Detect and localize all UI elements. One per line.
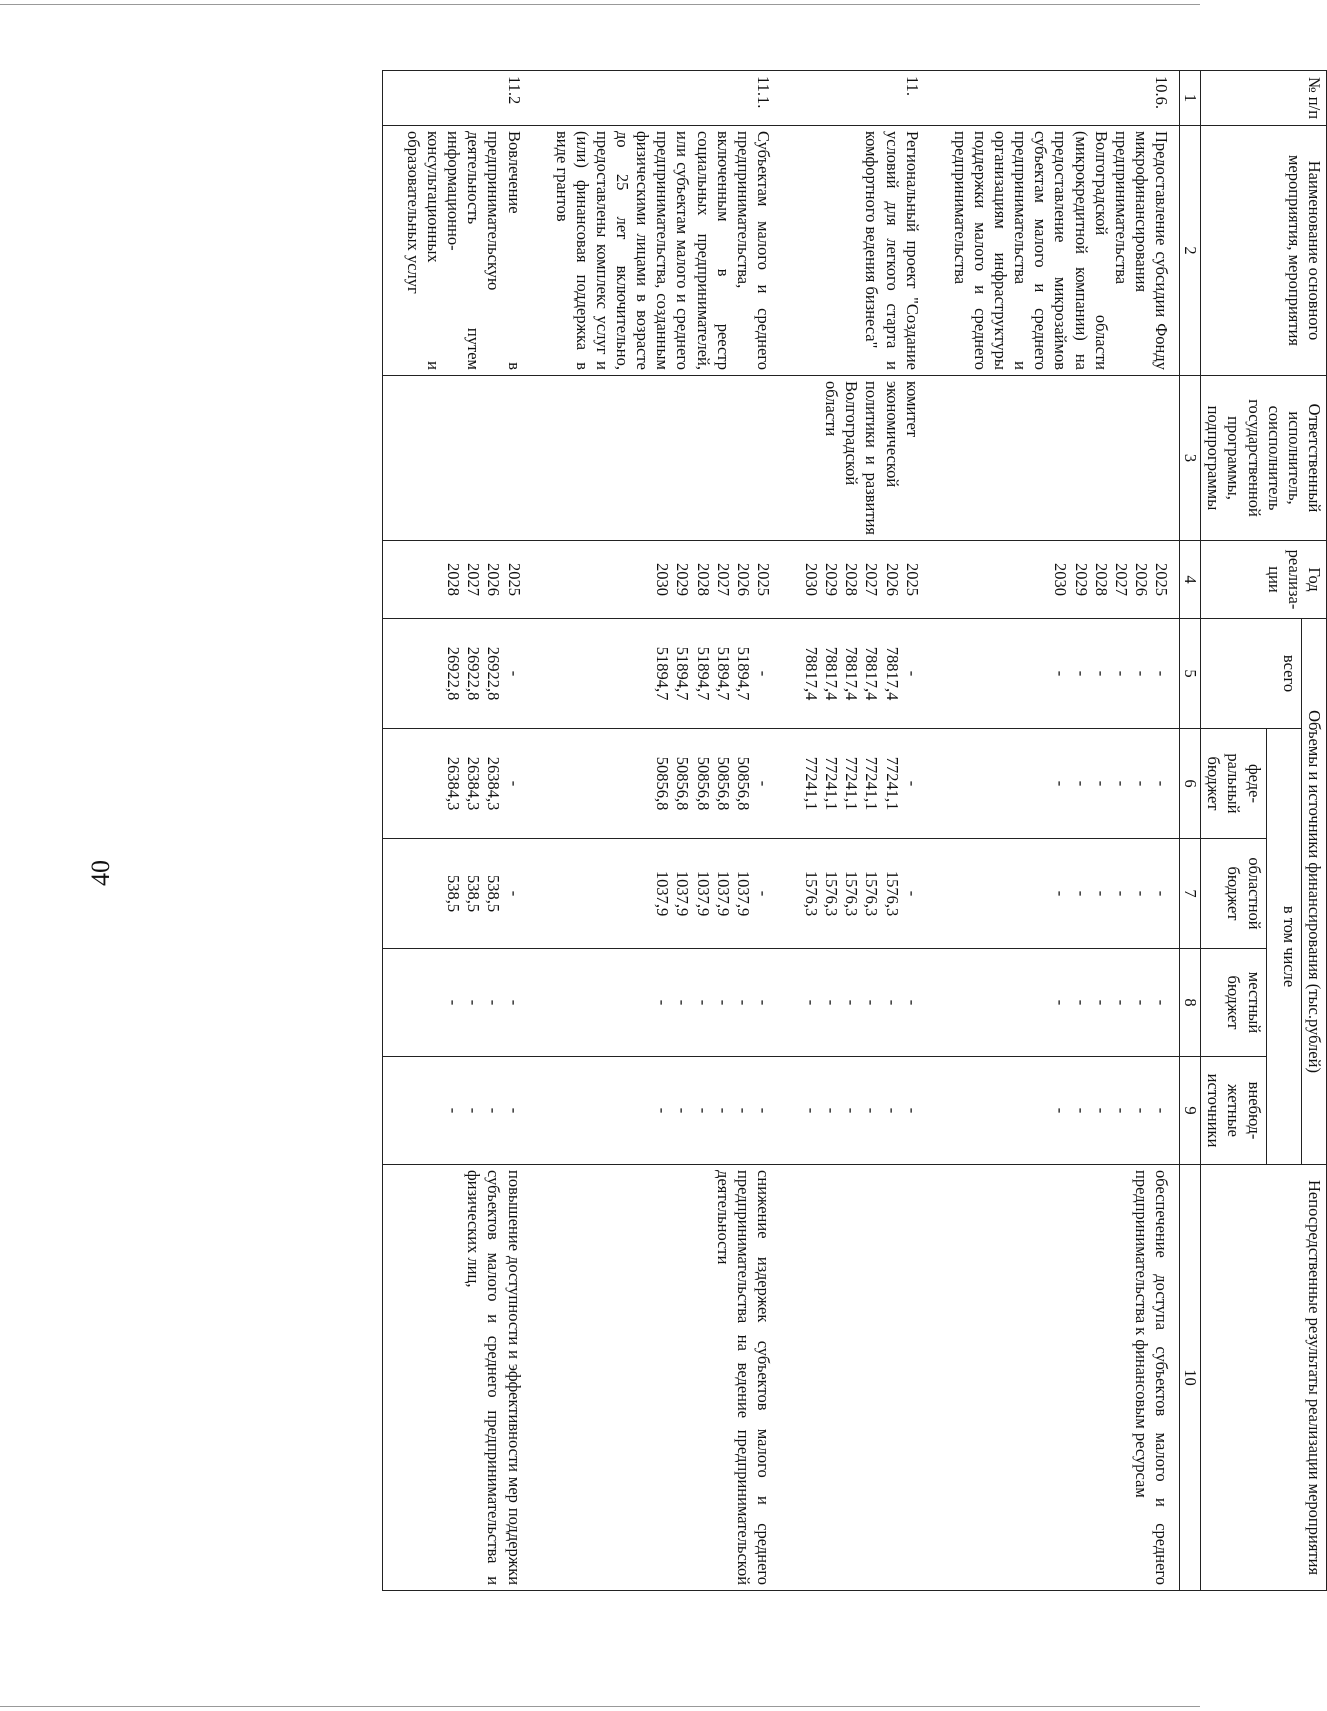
cell-total-value: 78817,4 — [862, 646, 882, 701]
cell-offbudget-value: - — [842, 1107, 862, 1114]
header-num: № п/п — [1201, 71, 1327, 126]
cell-local — [781, 949, 930, 1057]
cell-local-value: - — [842, 999, 862, 1006]
header-results: Непосредственные результаты реализации мероприятия — [1201, 1165, 1327, 1591]
col-number: 2 — [1180, 126, 1201, 376]
cell-local-value: - — [754, 999, 773, 1006]
cell-regional-value: 1037,9 — [713, 870, 733, 917]
cell-federal-value: 77241,1 — [842, 756, 862, 811]
cell-years — [532, 541, 781, 619]
cell-result: повышение доступности и эффективности мер поддержки субъектов малого и среднего предпринимательства и физических лиц, — [382, 1165, 531, 1591]
cell-local-value: - — [1152, 999, 1172, 1006]
header-finance: Объемы и источники финансирования (тыс.рублей) — [1301, 619, 1326, 1165]
cell-total-value: - — [1132, 670, 1151, 677]
cell-local-value: - — [1051, 999, 1071, 1006]
cell-federal-value: - — [1091, 780, 1111, 787]
cell-federal-value: - — [504, 780, 524, 787]
table-body — [382, 71, 1179, 1591]
cell-years-value: 2028 — [693, 563, 713, 596]
cell-offbudget-value: - — [822, 1107, 842, 1114]
cell-regional-value: - — [1111, 890, 1131, 897]
cell-total-value: - — [754, 670, 773, 677]
cell-num: 11.1. — [532, 71, 781, 126]
cell-years-value: 2025 — [754, 563, 773, 596]
header-responsible: Ответственный исполнитель, соисполнитель государственной программы, подпрограммы — [1201, 376, 1327, 541]
cell-federal-value: 77241,1 — [862, 756, 882, 811]
cell-total-value: - — [1091, 670, 1111, 677]
cell-offbudget — [532, 1057, 781, 1165]
col-number: 4 — [1180, 541, 1201, 619]
financing-table — [382, 70, 1327, 1591]
page-bottom-edge — [0, 1706, 1200, 1707]
cell-local-value: - — [673, 999, 693, 1006]
cell-federal-value: 50856,8 — [693, 756, 713, 811]
table-row — [382, 71, 531, 1591]
table-row — [781, 71, 930, 1591]
table-row — [930, 71, 1180, 1591]
cell-num: 11. — [781, 71, 930, 126]
cell-regional-value: 1037,9 — [733, 870, 753, 917]
cell-regional-value: - — [1071, 890, 1091, 897]
cell-num: 10.6. — [930, 71, 1180, 126]
cell-federal — [382, 729, 531, 839]
cell-federal-value: 77241,1 — [802, 756, 822, 811]
cell-regional — [532, 839, 781, 949]
cell-total — [382, 619, 531, 729]
cell-federal-value: - — [1071, 780, 1091, 787]
cell-federal-value: - — [1152, 780, 1172, 787]
cell-offbudget-value: - — [713, 1107, 733, 1114]
cell-regional — [781, 839, 930, 949]
col-number: 6 — [1180, 729, 1201, 839]
table-row — [532, 71, 781, 1591]
cell-regional-value: - — [754, 890, 773, 897]
header-regional: областной бюджет — [1201, 839, 1266, 949]
cell-federal-value: 26384,3 — [444, 756, 464, 811]
col-number: 7 — [1180, 839, 1201, 949]
cell-regional-value: 1037,9 — [673, 870, 693, 917]
cell-total — [781, 619, 930, 729]
cell-total-value: 51894,7 — [653, 646, 673, 701]
cell-offbudget-value: - — [733, 1107, 753, 1114]
cell-regional-value: - — [1152, 890, 1172, 897]
cell-years-value: 2027 — [713, 563, 733, 596]
cell-offbudget-value: - — [673, 1107, 693, 1114]
col-number: 9 — [1180, 1057, 1201, 1165]
cell-federal-value: 26384,3 — [464, 756, 484, 811]
cell-regional — [930, 839, 1180, 949]
col-number: 10 — [1180, 1165, 1201, 1591]
cell-years-value: 2025 — [504, 563, 524, 596]
cell-local-value: - — [653, 999, 673, 1006]
cell-responsible — [382, 376, 531, 541]
cell-years-value: 2028 — [444, 563, 464, 596]
cell-name: Вовлечение в предпринимательскую деятельность путем информационно-консультационных и образовательных услуг — [382, 126, 531, 376]
cell-total-value: - — [1051, 670, 1071, 677]
cell-years-value: 2026 — [733, 563, 753, 596]
cell-local — [382, 949, 531, 1057]
cell-total — [532, 619, 781, 729]
cell-num: 11.2 — [382, 71, 531, 126]
cell-local-value: - — [713, 999, 733, 1006]
cell-local-value: - — [1111, 999, 1131, 1006]
cell-offbudget-value: - — [693, 1107, 713, 1114]
cell-total-value: 26922,8 — [464, 646, 484, 701]
cell-federal-value: 77241,1 — [882, 756, 902, 811]
header-federal: феде- ральный бюджет — [1201, 729, 1266, 839]
cell-local — [532, 949, 781, 1057]
cell-local-value: - — [464, 999, 484, 1006]
col-number: 1 — [1180, 71, 1201, 126]
cell-regional-value: 1576,3 — [882, 870, 902, 917]
cell-total-value: 51894,7 — [713, 646, 733, 701]
cell-total-value: 78817,4 — [842, 646, 862, 701]
cell-result: снижение издержек субъектов малого и среднего предпринимательства на ведение предпринимательской деятельности — [532, 1165, 781, 1591]
cell-offbudget-value: - — [1132, 1107, 1151, 1114]
cell-total — [930, 619, 1180, 729]
cell-years-value: 2030 — [802, 563, 822, 596]
cell-local-value: - — [882, 999, 902, 1006]
cell-regional-value: - — [504, 890, 524, 897]
cell-years-value: 2025 — [1152, 563, 1172, 596]
cell-total-value: - — [902, 670, 922, 677]
cell-years-value: 2030 — [653, 563, 673, 596]
cell-total-value: 78817,4 — [822, 646, 842, 701]
cell-regional — [382, 839, 531, 949]
cell-federal — [781, 729, 930, 839]
cell-local-value: - — [1132, 999, 1151, 1006]
header-name: Наименование основного мероприятия, мероприятия — [1201, 126, 1327, 376]
cell-regional-value: 1576,3 — [862, 870, 882, 917]
cell-federal-value: - — [1051, 780, 1071, 787]
cell-years-value: 2027 — [464, 563, 484, 596]
cell-local-value: - — [862, 999, 882, 1006]
cell-offbudget — [781, 1057, 930, 1165]
cell-years-value: 2029 — [673, 563, 693, 596]
cell-offbudget-value: - — [1091, 1107, 1111, 1114]
cell-federal-value: 77241,1 — [822, 756, 842, 811]
cell-total-value: - — [1111, 670, 1131, 677]
cell-regional-value: - — [1132, 890, 1151, 897]
header-offbudget: внебюд- жетные источники — [1201, 1057, 1266, 1165]
cell-offbudget-value: - — [504, 1107, 524, 1114]
cell-total-value: 26922,8 — [444, 646, 464, 701]
cell-years-value: 2027 — [862, 563, 882, 596]
cell-regional-value: 1037,9 — [693, 870, 713, 917]
cell-years-value: 2027 — [1111, 563, 1131, 596]
cell-local-value: - — [733, 999, 753, 1006]
cell-federal-value: - — [754, 780, 773, 787]
cell-federal-value: 50856,8 — [653, 756, 673, 811]
cell-responsible — [532, 376, 781, 541]
cell-offbudget-value: - — [802, 1107, 822, 1114]
cell-responsible: комитет экономической политики и развития Волгоградской области — [781, 376, 930, 541]
cell-regional-value: 1576,3 — [822, 870, 842, 917]
cell-offbudget-value: - — [464, 1107, 484, 1114]
table-header — [1180, 71, 1327, 1591]
cell-regional-value: 538,5 — [484, 874, 504, 913]
cell-offbudget-value: - — [1051, 1107, 1071, 1114]
cell-offbudget-value: - — [1152, 1107, 1172, 1114]
cell-offbudget-value: - — [484, 1107, 504, 1114]
col-number: 8 — [1180, 949, 1201, 1057]
cell-offbudget-value: - — [902, 1107, 922, 1114]
cell-result — [781, 1165, 930, 1591]
cell-local-value: - — [1091, 999, 1111, 1006]
cell-years-value: 2025 — [902, 563, 922, 596]
cell-total-value: 78817,4 — [802, 646, 822, 701]
page-number: 40 — [86, 860, 115, 886]
cell-local-value: - — [802, 999, 822, 1006]
cell-years-value: 2030 — [1051, 563, 1071, 596]
cell-federal-value: 26384,3 — [484, 756, 504, 811]
cell-years-value: 2026 — [484, 563, 504, 596]
cell-federal-value: 50856,8 — [713, 756, 733, 811]
header-local: местный бюджет — [1201, 949, 1266, 1057]
cell-total-value: - — [504, 670, 524, 677]
cell-total-value: 51894,7 — [733, 646, 753, 701]
cell-federal-value: 50856,8 — [673, 756, 693, 811]
cell-offbudget-value: - — [862, 1107, 882, 1114]
col-number: 3 — [1180, 376, 1201, 541]
cell-years-value: 2026 — [1132, 563, 1151, 596]
cell-local — [930, 949, 1180, 1057]
cell-total-value: - — [1071, 670, 1091, 677]
header-total: всего — [1201, 619, 1302, 729]
cell-regional-value: 1576,3 — [802, 870, 822, 917]
cell-years — [930, 541, 1180, 619]
header-including: в том числе — [1266, 729, 1301, 1165]
cell-offbudget — [930, 1057, 1180, 1165]
cell-offbudget-value: - — [882, 1107, 902, 1114]
header-year: Год реализа- ции — [1201, 541, 1327, 619]
cell-total-value: - — [1152, 670, 1172, 677]
cell-offbudget-value: - — [1071, 1107, 1091, 1114]
cell-result: обеспечение доступа субъектов малого и среднего предпринимательства к финансовым ресурсам — [930, 1165, 1180, 1591]
cell-local-value: - — [1071, 999, 1091, 1006]
cell-total-value: 78817,4 — [882, 646, 902, 701]
cell-regional-value: - — [902, 890, 922, 897]
cell-federal-value: 50856,8 — [733, 756, 753, 811]
cell-name: Субъектам малого и среднего предпринимательства, включенным в реестр социальных предпринимателей, или субъектам малого и среднего предпринимательства, созданным физическими лицами в возрасте до 25 лет включительно, предоставлены комплекс услуг и (или) финансовая поддержка в виде грантов — [532, 126, 781, 376]
cell-offbudget-value: - — [444, 1107, 464, 1114]
cell-federal-value: - — [902, 780, 922, 787]
cell-local-value: - — [484, 999, 504, 1006]
cell-total-value: 26922,8 — [484, 646, 504, 701]
cell-regional-value: - — [1091, 890, 1111, 897]
cell-years-value: 2029 — [1071, 563, 1091, 596]
cell-federal — [532, 729, 781, 839]
cell-regional-value: - — [1051, 890, 1071, 897]
cell-federal — [930, 729, 1180, 839]
cell-offbudget-value: - — [1111, 1107, 1131, 1114]
cell-years-value: 2028 — [842, 563, 862, 596]
cell-total-value: 51894,7 — [693, 646, 713, 701]
cell-federal-value: - — [1111, 780, 1131, 787]
column-numbers-row — [1180, 71, 1201, 1591]
cell-years — [382, 541, 531, 619]
cell-regional-value: 538,5 — [464, 874, 484, 913]
rotated-page-content — [267, 70, 1327, 1590]
cell-years-value: 2028 — [1091, 563, 1111, 596]
cell-local-value: - — [902, 999, 922, 1006]
page-top-edge — [0, 4, 1200, 5]
cell-local-value: - — [504, 999, 524, 1006]
cell-regional-value: 538,5 — [444, 874, 464, 913]
cell-total-value: 51894,7 — [673, 646, 693, 701]
cell-regional-value: 1037,9 — [653, 870, 673, 917]
cell-regional-value: 1576,3 — [842, 870, 862, 917]
col-number: 5 — [1180, 619, 1201, 729]
cell-local-value: - — [822, 999, 842, 1006]
cell-years-value: 2029 — [822, 563, 842, 596]
cell-local-value: - — [693, 999, 713, 1006]
cell-responsible — [930, 376, 1180, 541]
cell-local-value: - — [444, 999, 464, 1006]
cell-offbudget-value: - — [754, 1107, 773, 1114]
cell-offbudget-value: - — [653, 1107, 673, 1114]
cell-name: Предоставление субсидии Фонду микрофинансирования предпринимательства Волгоградской области (микрокредитной компании) на предоставление микрозаймов субъектам малого и среднего предпринимательства и организациям инфраструктуры поддержки малого и среднего предпринимательства — [930, 126, 1180, 376]
cell-years — [781, 541, 930, 619]
cell-federal-value: - — [1132, 780, 1151, 787]
cell-offbudget — [382, 1057, 531, 1165]
cell-years-value: 2026 — [882, 563, 902, 596]
cell-name: Региональный проект "Создание условий для легкого старта и комфортного ведения бизнеса" — [781, 126, 930, 376]
